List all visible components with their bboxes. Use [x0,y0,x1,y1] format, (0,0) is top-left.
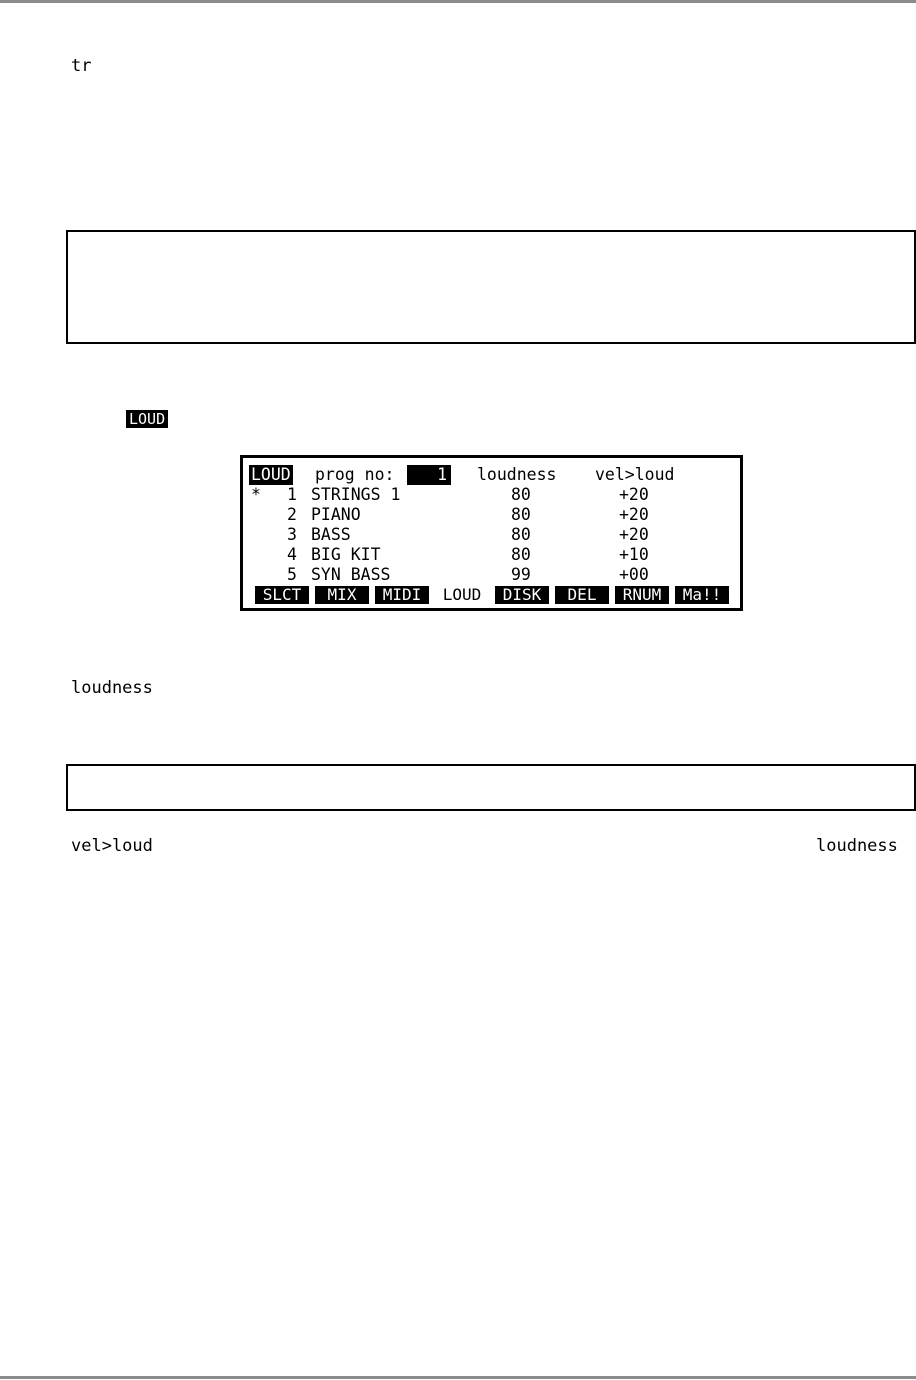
token-loudness-right: loudness [816,836,898,856]
row-number: 5 [287,565,297,584]
row-number: 4 [287,545,297,564]
row-program-name: BASS [311,525,351,544]
lcd-prog-value[interactable]: 1 [407,465,451,485]
row-program-name: STRINGS 1 [311,485,401,504]
softkey-main[interactable]: Ma!! [675,586,729,604]
lcd-softkey-row [243,586,740,606]
row-number: 3 [287,525,297,544]
row-loudness: 99 [511,565,531,584]
row-vel-loud: +00 [619,565,649,584]
softkey-del[interactable]: DEL [555,586,609,604]
softkey-rnum[interactable]: RNUM [615,586,669,604]
lcd-page-tag: LOUD [251,465,291,484]
row-marker: * [251,485,261,504]
row-program-name: SYN BASS [311,565,391,584]
row-vel-loud: +20 [619,505,649,524]
softkey-midi[interactable]: MIDI [375,586,429,604]
note-box-1 [66,230,916,344]
row-number: 1 [287,485,297,504]
lcd-program-row[interactable] [243,525,740,545]
row-program-name: PIANO [311,505,361,524]
page-top-rule [0,0,916,3]
lcd-col-vel: vel>loud [595,465,675,484]
row-number: 2 [287,505,297,524]
lcd-prog-label: prog no: [315,465,395,484]
lcd-program-row[interactable] [243,565,740,585]
token-tr: tr [71,56,92,76]
lcd-program-row[interactable] [243,545,740,565]
lcd-header-row [243,465,740,485]
row-vel-loud: +20 [619,525,649,544]
note-box-2 [66,764,916,811]
token-vel-loud: vel>loud [71,836,153,856]
row-loudness: 80 [511,485,531,504]
row-loudness: 80 [511,525,531,544]
lcd-col-loudness: loudness [477,465,557,484]
token-loudness: loudness [71,678,153,698]
softkey-disk[interactable]: DISK [495,586,549,604]
loud-page-tag: LOUD [126,410,168,428]
softkey-loud[interactable]: LOUD [442,585,482,604]
page-bottom-rule [0,1376,916,1379]
lcd-screen [240,455,743,611]
softkey-slct[interactable]: SLCT [255,586,309,604]
row-loudness: 80 [511,505,531,524]
lcd-program-row[interactable] [243,505,740,525]
softkey-mix[interactable]: MIX [315,586,369,604]
row-loudness: 80 [511,545,531,564]
lcd-program-row[interactable] [243,485,740,505]
row-vel-loud: +10 [619,545,649,564]
row-vel-loud: +20 [619,485,649,504]
row-program-name: BIG KIT [311,545,381,564]
